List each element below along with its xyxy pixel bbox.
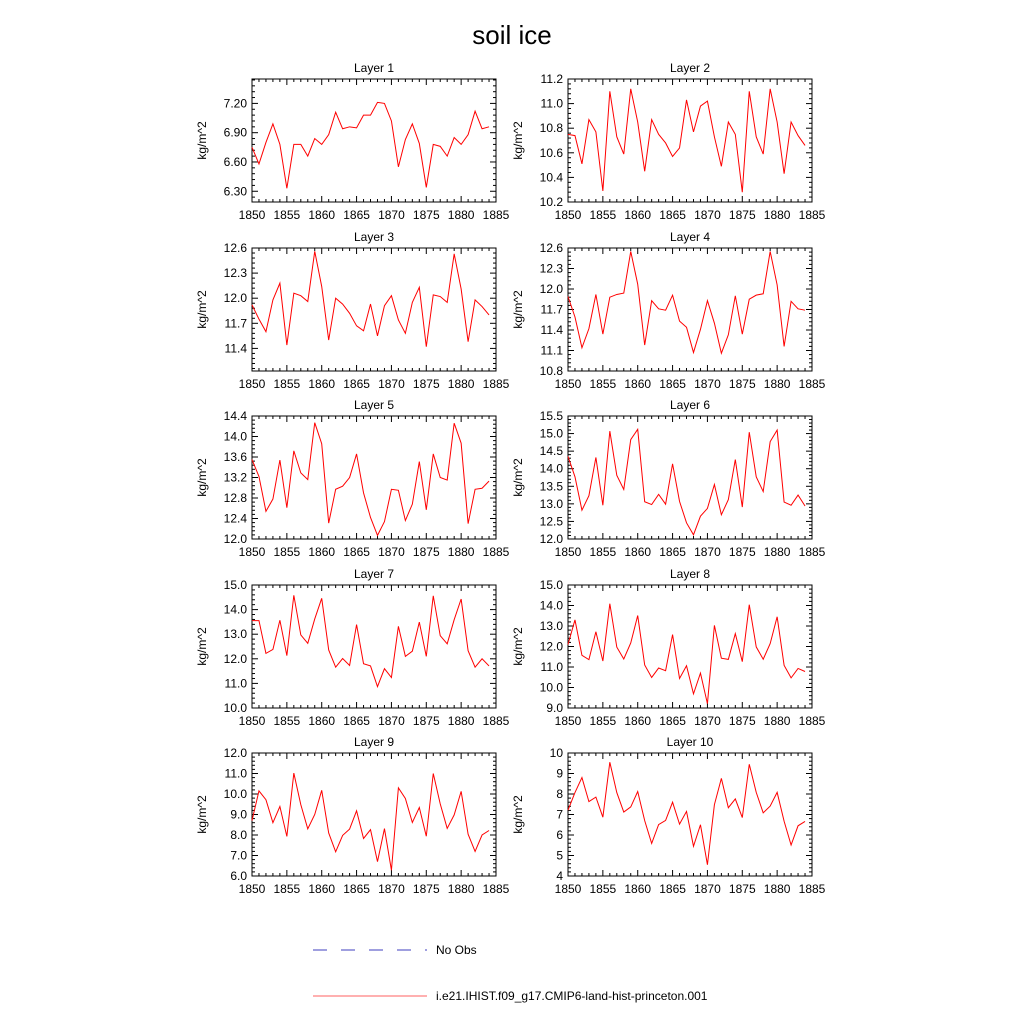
x-tick-label: 1880 [447,545,475,559]
panel-layer-3 [195,230,510,391]
y-tick-label: 12.6 [539,241,563,255]
panel-layer-4 [511,230,826,391]
x-tick-label: 1870 [378,882,405,896]
y-tick-label: 11.4 [224,341,247,356]
y-axis-label: kg/m^2 [511,627,525,666]
y-tick-label: 9 [556,766,563,781]
y-axis-label: kg/m^2 [511,290,525,329]
x-tick-label: 1850 [238,377,266,391]
x-tick-label: 1855 [589,882,617,896]
x-tick-label: 1870 [694,714,721,728]
y-tick-label: 10.8 [539,121,563,136]
panel-title: Layer 6 [669,398,711,412]
x-tick-label: 1875 [412,377,440,391]
x-tick-label: 1855 [589,714,617,728]
y-tick-label: 13.0 [223,627,247,642]
y-tick-label: 14.0 [223,602,247,617]
y-tick-label: 13.6 [223,450,247,464]
y-tick-label: 11.0 [224,766,247,781]
series-line [252,773,489,870]
x-tick-label: 1885 [798,882,826,896]
y-tick-label: 12.3 [539,261,563,276]
x-tick-label: 1860 [624,545,652,559]
panel-title: Layer 8 [669,567,711,581]
y-tick-label: 15.0 [223,578,247,592]
y-tick-label: 12.0 [539,532,563,546]
x-tick-label: 1860 [308,714,336,728]
x-tick-label: 1880 [763,714,791,728]
panel-title: Layer 3 [353,230,395,244]
y-tick-label: 10.4 [539,170,563,185]
y-tick-label: 14.4 [223,409,247,423]
x-tick-label: 1875 [728,714,756,728]
x-tick-label: 1880 [763,545,791,559]
x-tick-label: 1860 [308,377,336,391]
series-line [252,102,489,188]
x-tick-label: 1885 [482,714,510,728]
y-tick-label: 11.1 [540,343,563,358]
y-tick-label: 11.0 [540,660,563,674]
panel-layer-2 [511,61,826,222]
series-line [568,604,805,704]
y-tick-label: 10.6 [539,145,563,160]
x-tick-label: 1860 [308,208,336,222]
y-tick-label: 10.8 [539,364,563,378]
y-tick-label: 6.90 [223,125,247,140]
y-tick-label: 15.5 [539,409,563,423]
y-axis-label: kg/m^2 [511,121,525,160]
x-tick-label: 1855 [273,545,301,559]
x-tick-label: 1865 [343,545,370,559]
y-axis-label: kg/m^2 [195,290,209,329]
y-tick-label: 8 [556,787,563,801]
y-tick-label: 15.0 [539,578,563,592]
y-tick-label: 7.0 [230,848,247,863]
y-axis-label: kg/m^2 [511,458,525,497]
x-tick-label: 1855 [273,714,301,728]
y-tick-label: 14.0 [223,429,247,444]
x-tick-label: 1870 [694,882,721,896]
x-tick-label: 1865 [659,545,686,559]
y-tick-label: 6.30 [223,184,247,199]
x-tick-label: 1860 [308,882,336,896]
x-tick-label: 1850 [554,714,582,728]
legend [313,943,708,1003]
panel-title: Layer 10 [666,735,714,749]
x-tick-label: 1875 [412,882,440,896]
panel-title: Layer 5 [353,398,395,412]
x-tick-label: 1885 [798,208,826,222]
y-tick-label: 11.7 [224,316,247,331]
y-tick-label: 12.8 [223,491,247,505]
series-line [568,429,805,534]
y-tick-label: 7.20 [223,96,247,111]
figure-title: soil ice [472,20,552,50]
y-tick-label: 10.0 [223,701,247,715]
series-line [252,423,489,536]
panel-title: Layer 1 [353,61,395,75]
y-tick-label: 7 [556,807,563,822]
y-tick-label: 14.0 [539,598,563,613]
x-tick-label: 1850 [238,545,266,559]
x-tick-label: 1860 [624,377,652,391]
panel-title: Layer 7 [353,567,395,581]
x-tick-label: 1875 [728,882,756,896]
x-tick-label: 1855 [273,208,301,222]
x-tick-label: 1880 [763,208,791,222]
panel-layer-1 [195,61,510,222]
y-tick-label: 6.0 [230,869,247,883]
plot-frame [568,79,812,202]
panels [195,61,826,896]
y-tick-label: 10 [549,746,563,760]
y-tick-label: 14.0 [539,461,563,476]
y-tick-label: 5 [556,848,563,863]
x-tick-label: 1855 [589,377,617,391]
panel-layer-6 [511,398,826,559]
y-tick-label: 12.0 [223,651,247,666]
legend-model-label: i.e21.IHIST.f09_g17.CMIP6-land-hist-princeton.001 [436,989,708,1003]
panel-layer-8 [511,567,826,728]
panel-layer-7 [195,567,510,728]
y-tick-label: 10.2 [539,195,563,209]
y-tick-label: 11.2 [540,72,563,86]
x-tick-label: 1850 [238,882,266,896]
y-axis-label: kg/m^2 [195,458,209,497]
y-tick-label: 13.0 [539,619,563,633]
x-tick-label: 1850 [554,882,582,896]
x-tick-label: 1855 [273,377,301,391]
y-tick-label: 6 [556,828,563,842]
x-tick-label: 1875 [728,377,756,391]
x-tick-label: 1865 [659,882,686,896]
x-tick-label: 1860 [624,714,652,728]
y-tick-label: 12.0 [223,532,247,546]
legend-no-obs-label: No Obs [436,943,477,957]
plot-frame [568,753,812,876]
x-tick-label: 1850 [554,208,582,222]
x-tick-label: 1885 [798,377,826,391]
x-tick-label: 1885 [798,545,826,559]
x-tick-label: 1855 [589,545,617,559]
x-tick-label: 1870 [694,545,721,559]
x-tick-label: 1880 [447,882,475,896]
panel-title: Layer 2 [669,61,711,75]
x-tick-label: 1870 [694,208,721,222]
y-tick-label: 11.0 [540,96,563,111]
x-tick-label: 1870 [378,377,405,391]
y-tick-label: 8.0 [230,828,247,842]
x-tick-label: 1865 [343,882,370,896]
y-tick-label: 12.6 [223,241,247,255]
y-tick-label: 12.3 [223,266,247,281]
plot-frame [252,753,496,876]
series-line [568,89,805,192]
x-tick-label: 1865 [343,377,370,391]
series-line [568,251,805,353]
y-tick-label: 12.4 [223,511,247,526]
x-tick-label: 1865 [659,208,686,222]
series-line [252,595,489,686]
panel-layer-10 [511,735,826,896]
x-tick-label: 1870 [378,208,405,222]
y-tick-label: 11.0 [224,676,247,691]
series-line [568,762,805,865]
x-tick-label: 1880 [447,208,475,222]
y-tick-label: 12.0 [223,291,247,306]
panel-layer-5 [195,398,510,559]
y-axis-label: kg/m^2 [195,795,209,834]
x-tick-label: 1855 [589,208,617,222]
y-tick-label: 6.60 [223,154,247,169]
x-tick-label: 1865 [659,377,686,391]
x-tick-label: 1870 [378,714,405,728]
x-tick-label: 1880 [447,714,475,728]
y-tick-label: 14.5 [539,444,563,459]
y-axis-label: kg/m^2 [511,795,525,834]
x-tick-label: 1875 [412,208,440,222]
plot-frame [252,79,496,202]
y-tick-label: 15.0 [539,426,563,441]
x-tick-label: 1850 [554,377,582,391]
x-tick-label: 1865 [659,714,686,728]
x-tick-label: 1860 [624,882,652,896]
plot-frame [252,248,496,371]
x-tick-label: 1850 [554,545,582,559]
series-line [252,251,489,346]
y-tick-label: 9.0 [546,701,563,715]
x-tick-label: 1870 [378,545,405,559]
y-tick-label: 13.0 [539,496,563,511]
x-tick-label: 1880 [763,377,791,391]
y-tick-label: 11.4 [540,323,563,337]
y-axis-label: kg/m^2 [195,627,209,666]
x-tick-label: 1885 [482,208,510,222]
panel-title: Layer 9 [353,735,395,749]
plot-frame [568,248,812,371]
y-tick-label: 10.0 [223,787,247,801]
y-axis-label: kg/m^2 [195,121,209,160]
x-tick-label: 1880 [447,377,475,391]
x-tick-label: 1850 [238,714,266,728]
panel-layer-9 [195,735,510,896]
x-tick-label: 1885 [482,882,510,896]
y-tick-label: 12.0 [539,282,563,296]
x-tick-label: 1880 [763,882,791,896]
x-tick-label: 1885 [798,714,826,728]
x-tick-label: 1885 [482,377,510,391]
x-tick-label: 1865 [343,714,370,728]
y-tick-label: 12.0 [539,639,563,654]
plot-frame [252,416,496,539]
x-tick-label: 1870 [694,377,721,391]
x-tick-label: 1875 [728,545,756,559]
y-tick-label: 13.2 [223,470,247,485]
x-tick-label: 1850 [238,208,266,222]
x-tick-label: 1875 [412,714,440,728]
x-tick-label: 1855 [273,882,301,896]
x-tick-label: 1860 [308,545,336,559]
x-tick-label: 1865 [343,208,370,222]
y-tick-label: 9.0 [230,807,247,822]
y-tick-label: 12.5 [539,514,563,529]
x-tick-label: 1885 [482,545,510,559]
panel-title: Layer 4 [669,230,711,244]
y-tick-label: 11.7 [540,302,563,317]
x-tick-label: 1860 [624,208,652,222]
y-tick-label: 13.5 [539,479,563,494]
y-tick-label: 10.0 [539,680,563,695]
plot-frame [568,416,812,539]
x-tick-label: 1875 [412,545,440,559]
y-tick-label: 4 [556,869,563,883]
x-tick-label: 1875 [728,208,756,222]
y-tick-label: 12.0 [223,746,247,760]
